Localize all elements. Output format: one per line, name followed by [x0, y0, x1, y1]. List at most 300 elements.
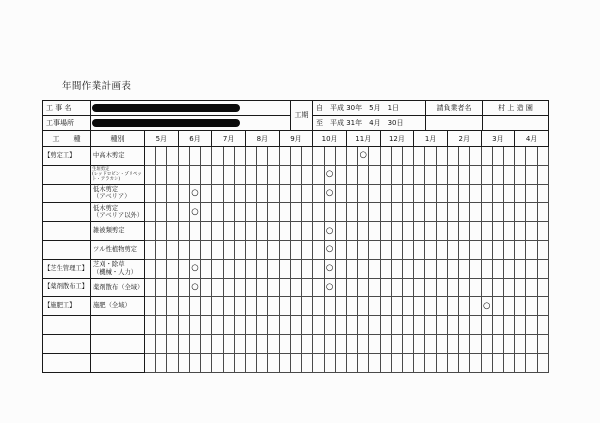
schedule-cell — [414, 353, 425, 372]
schedule-cell — [257, 297, 268, 316]
schedule-cell — [234, 297, 245, 316]
schedule-cell — [492, 203, 503, 222]
schedule-cell — [537, 297, 548, 316]
schedule-cell — [313, 259, 324, 278]
schedule-cell — [324, 259, 335, 278]
work-type-cell: 【薬剤散布工】 — [43, 278, 91, 297]
schedule-cell — [156, 165, 167, 184]
schedule-cell — [290, 259, 301, 278]
schedule-cell — [245, 203, 256, 222]
schedule-cell — [290, 334, 301, 353]
schedule-cell — [403, 147, 414, 166]
schedule-mark: ○ — [191, 206, 199, 217]
schedule-cell — [167, 259, 178, 278]
schedule-cell — [178, 147, 189, 166]
schedule-cell — [403, 316, 414, 335]
schedule-cell — [189, 240, 200, 259]
schedule-cell — [167, 240, 178, 259]
schedule-cell — [459, 184, 470, 203]
schedule-cell — [515, 203, 526, 222]
schedule-cell — [223, 165, 234, 184]
schedule-cell — [335, 278, 346, 297]
schedule-cell — [358, 278, 369, 297]
schedule-cell — [201, 297, 212, 316]
schedule-cell — [189, 165, 200, 184]
schedule-cell — [436, 222, 447, 241]
schedule-cell — [403, 165, 414, 184]
period-start: 自 平成 30年 5月 1日 — [313, 101, 426, 116]
schedule-cell — [414, 240, 425, 259]
table-row — [43, 147, 549, 166]
schedule-cell — [279, 316, 290, 335]
schedule-cell — [504, 316, 515, 335]
schedule-cell — [257, 184, 268, 203]
schedule-cell — [391, 240, 402, 259]
schedule-cell — [515, 184, 526, 203]
schedule-cell — [492, 240, 503, 259]
schedule-cell — [391, 203, 402, 222]
redaction-bar — [92, 119, 240, 127]
schedule-cell — [414, 222, 425, 241]
schedule-cell — [335, 222, 346, 241]
schedule-cell — [346, 259, 357, 278]
schedule-cell — [268, 334, 279, 353]
schedule-cell — [178, 222, 189, 241]
schedule-cell — [391, 297, 402, 316]
schedule-cell — [447, 353, 458, 372]
category-cell — [91, 353, 145, 372]
schedule-cell — [403, 334, 414, 353]
schedule-cell — [201, 203, 212, 222]
schedule-cell — [189, 297, 200, 316]
schedule-cell — [481, 165, 492, 184]
category-cell — [91, 334, 145, 353]
schedule-cell — [425, 184, 436, 203]
schedule-cell — [290, 147, 301, 166]
schedule-cell — [234, 240, 245, 259]
schedule-cell — [526, 278, 537, 297]
schedule-cell — [245, 147, 256, 166]
schedule-cell — [302, 316, 313, 335]
schedule-cell — [425, 278, 436, 297]
schedule-cell — [358, 334, 369, 353]
schedule-cell — [459, 316, 470, 335]
schedule-cell — [447, 259, 458, 278]
schedule-cell — [223, 184, 234, 203]
schedule-cell — [178, 334, 189, 353]
month-header: 5月 — [145, 131, 179, 147]
schedule-cell — [201, 184, 212, 203]
table-row — [43, 334, 549, 353]
schedule-cell — [223, 278, 234, 297]
schedule-cell — [459, 240, 470, 259]
schedule-cell — [492, 147, 503, 166]
schedule-cell — [436, 203, 447, 222]
schedule-cell — [156, 240, 167, 259]
contractor-name: 村 上 造 園 — [483, 101, 549, 116]
schedule-cell — [313, 334, 324, 353]
schedule-cell — [447, 203, 458, 222]
schedule-cell — [201, 240, 212, 259]
schedule-cell — [257, 222, 268, 241]
schedule-cell — [358, 353, 369, 372]
month-header: 1月 — [414, 131, 448, 147]
schedule-cell — [470, 353, 481, 372]
schedule-cell — [504, 240, 515, 259]
schedule-cell — [313, 222, 324, 241]
schedule-cell — [313, 240, 324, 259]
schedule-cell — [245, 222, 256, 241]
schedule-cell — [324, 147, 335, 166]
project-name-label: 工 事 名 — [43, 101, 91, 116]
schedule-cell — [447, 165, 458, 184]
schedule-cell — [526, 240, 537, 259]
schedule-cell — [414, 278, 425, 297]
schedule-cell — [201, 259, 212, 278]
schedule-cell — [212, 165, 223, 184]
schedule-cell — [189, 222, 200, 241]
schedule-cell — [335, 316, 346, 335]
table-row — [43, 259, 549, 278]
schedule-cell — [380, 184, 391, 203]
schedule-cell — [526, 184, 537, 203]
schedule-cell — [526, 334, 537, 353]
schedule-cell — [167, 334, 178, 353]
redaction-bar — [92, 104, 240, 112]
schedule-cell — [245, 240, 256, 259]
schedule-mark: ○ — [482, 300, 491, 311]
schedule-cell — [257, 259, 268, 278]
schedule-cell — [425, 147, 436, 166]
schedule-cell — [369, 297, 380, 316]
schedule-cell — [391, 184, 402, 203]
schedule-cell — [268, 203, 279, 222]
schedule-cell — [504, 353, 515, 372]
schedule-cell — [369, 316, 380, 335]
schedule-cell — [380, 297, 391, 316]
schedule-cell — [279, 184, 290, 203]
schedule-cell — [481, 316, 492, 335]
schedule-cell — [470, 203, 481, 222]
schedule-cell — [391, 259, 402, 278]
month-header: 2月 — [447, 131, 481, 147]
schedule-cell — [302, 222, 313, 241]
schedule-cell — [470, 297, 481, 316]
schedule-cell — [414, 147, 425, 166]
work-type-cell — [43, 184, 91, 203]
schedule-cell — [425, 297, 436, 316]
schedule-cell — [302, 165, 313, 184]
schedule-cell — [515, 353, 526, 372]
schedule-cell — [178, 353, 189, 372]
schedule-cell — [515, 240, 526, 259]
schedule-cell — [223, 259, 234, 278]
schedule-cell — [369, 240, 380, 259]
schedule-cell — [302, 184, 313, 203]
table-row — [43, 353, 549, 372]
schedule-cell — [470, 278, 481, 297]
table-row — [43, 278, 549, 297]
schedule-cell — [245, 165, 256, 184]
schedule-cell — [425, 240, 436, 259]
schedule-cell — [447, 297, 458, 316]
schedule-cell — [324, 353, 335, 372]
schedule-cell — [212, 334, 223, 353]
schedule-cell — [145, 353, 156, 372]
schedule-cell — [526, 353, 537, 372]
schedule-cell — [212, 203, 223, 222]
schedule-cell — [212, 184, 223, 203]
schedule-cell — [279, 259, 290, 278]
schedule-cell — [515, 316, 526, 335]
schedule-cell — [526, 222, 537, 241]
category-cell: 雑被類剪定 — [91, 222, 145, 241]
schedule-cell — [335, 184, 346, 203]
schedule-cell — [436, 278, 447, 297]
schedule-cell — [391, 316, 402, 335]
schedule-cell — [369, 203, 380, 222]
category-cell: 低木剪定 （アベリア以外） — [91, 203, 145, 222]
schedule-cell — [245, 353, 256, 372]
schedule-cell — [257, 147, 268, 166]
schedule-cell — [403, 297, 414, 316]
schedule-cell — [436, 297, 447, 316]
schedule-cell — [335, 353, 346, 372]
schedule-cell — [526, 203, 537, 222]
schedule-cell — [481, 147, 492, 166]
schedule-cell — [504, 184, 515, 203]
schedule-cell — [346, 165, 357, 184]
schedule-cell — [178, 203, 189, 222]
schedule-cell — [358, 316, 369, 335]
schedule-cell — [324, 165, 335, 184]
schedule-cell — [537, 240, 548, 259]
schedule-cell — [302, 278, 313, 297]
schedule-cell — [369, 259, 380, 278]
schedule-cell — [369, 278, 380, 297]
schedule-cell — [189, 259, 200, 278]
schedule-cell — [515, 259, 526, 278]
category-cell: ツル性植物剪定 — [91, 240, 145, 259]
schedule-cell — [447, 316, 458, 335]
schedule-cell — [447, 278, 458, 297]
schedule-cell — [358, 259, 369, 278]
schedule-cell — [212, 147, 223, 166]
schedule-cell — [223, 297, 234, 316]
document-title: 年間作業計画表 — [62, 81, 132, 92]
schedule-cell — [526, 316, 537, 335]
schedule-cell — [268, 259, 279, 278]
schedule-cell — [279, 147, 290, 166]
schedule-cell — [425, 334, 436, 353]
schedule-cell — [492, 278, 503, 297]
schedule-cell — [223, 316, 234, 335]
schedule-cell — [178, 259, 189, 278]
schedule-cell — [369, 334, 380, 353]
schedule-cell — [324, 278, 335, 297]
schedule-cell — [447, 184, 458, 203]
schedule-cell — [302, 353, 313, 372]
category-cell: 低木剪定 （アベリア） — [91, 184, 145, 203]
schedule-cell — [346, 240, 357, 259]
schedule-cell — [414, 259, 425, 278]
schedule-cell — [167, 297, 178, 316]
schedule-cell — [167, 184, 178, 203]
schedule-cell — [189, 147, 200, 166]
work-type-cell: 【芝生管理工】 — [43, 259, 91, 278]
schedule-cell — [302, 334, 313, 353]
schedule-cell — [268, 147, 279, 166]
category-header: 種別 — [91, 131, 145, 147]
schedule-cell — [459, 147, 470, 166]
month-header: 11月 — [346, 131, 380, 147]
schedule-cell — [447, 147, 458, 166]
schedule-cell — [167, 165, 178, 184]
schedule-cell — [526, 297, 537, 316]
schedule-cell — [313, 297, 324, 316]
schedule-cell — [156, 278, 167, 297]
schedule-cell — [425, 222, 436, 241]
schedule-cell — [492, 316, 503, 335]
schedule-cell — [178, 297, 189, 316]
schedule-cell — [403, 278, 414, 297]
schedule-cell — [436, 353, 447, 372]
construction-period-label: 工期 — [291, 101, 313, 131]
schedule-cell — [313, 278, 324, 297]
schedule-cell — [436, 240, 447, 259]
schedule-cell — [156, 222, 167, 241]
schedule-cell — [212, 297, 223, 316]
schedule-cell — [436, 334, 447, 353]
schedule-cell — [156, 184, 167, 203]
schedule-cell — [234, 353, 245, 372]
schedule-cell — [167, 278, 178, 297]
schedule-cell — [335, 165, 346, 184]
schedule-cell — [459, 297, 470, 316]
work-type-cell: 【施肥工】 — [43, 297, 91, 316]
schedule-cell — [302, 259, 313, 278]
schedule-cell — [335, 147, 346, 166]
empty-cell — [426, 116, 483, 131]
table-row — [43, 240, 549, 259]
schedule-cell — [268, 353, 279, 372]
schedule-cell — [156, 353, 167, 372]
schedule-cell — [167, 147, 178, 166]
month-header: 3月 — [481, 131, 515, 147]
schedule-cell — [346, 278, 357, 297]
schedule-cell — [335, 259, 346, 278]
schedule-cell — [481, 334, 492, 353]
schedule-cell — [212, 240, 223, 259]
schedule-cell — [391, 147, 402, 166]
schedule-cell — [234, 203, 245, 222]
schedule-cell — [380, 278, 391, 297]
schedule-cell — [145, 259, 156, 278]
schedule-cell — [257, 353, 268, 372]
schedule-cell — [145, 203, 156, 222]
schedule-cell — [526, 165, 537, 184]
schedule-cell — [279, 165, 290, 184]
schedule-cell — [234, 316, 245, 335]
schedule-cell — [279, 353, 290, 372]
schedule-cell — [212, 222, 223, 241]
schedule-mark: ○ — [325, 244, 334, 255]
schedule-cell — [346, 334, 357, 353]
work-type-cell — [43, 222, 91, 241]
schedule-cell — [358, 165, 369, 184]
work-type-cell — [43, 203, 91, 222]
work-type-cell — [43, 316, 91, 335]
table-row — [43, 184, 549, 203]
schedule-cell — [201, 353, 212, 372]
schedule-cell — [481, 278, 492, 297]
schedule-cell — [257, 203, 268, 222]
month-header: 6月 — [178, 131, 212, 147]
schedule-cell — [189, 316, 200, 335]
schedule-cell — [380, 259, 391, 278]
schedule-cell — [425, 203, 436, 222]
schedule-cell — [223, 147, 234, 166]
schedule-cell — [234, 222, 245, 241]
schedule-cell — [145, 222, 156, 241]
schedule-cell — [459, 259, 470, 278]
schedule-cell — [425, 316, 436, 335]
schedule-cell — [302, 203, 313, 222]
schedule-cell — [346, 353, 357, 372]
schedule-cell — [201, 147, 212, 166]
schedule-cell — [481, 259, 492, 278]
schedule-cell — [201, 222, 212, 241]
schedule-cell — [358, 222, 369, 241]
schedule-cell — [369, 222, 380, 241]
schedule-cell — [257, 165, 268, 184]
schedule-mark: ○ — [325, 225, 334, 236]
schedule-cell — [268, 316, 279, 335]
schedule-mark: ○ — [191, 263, 199, 274]
schedule-cell — [358, 184, 369, 203]
schedule-cell — [481, 297, 492, 316]
schedule-cell — [369, 184, 380, 203]
schedule-cell — [391, 334, 402, 353]
schedule-cell — [201, 334, 212, 353]
schedule-cell — [436, 165, 447, 184]
schedule-cell — [156, 259, 167, 278]
schedule-cell — [403, 259, 414, 278]
schedule-cell — [537, 353, 548, 372]
schedule-cell — [537, 147, 548, 166]
schedule-cell — [189, 334, 200, 353]
schedule-cell — [515, 222, 526, 241]
table-row — [43, 222, 549, 241]
work-type-cell: 【剪定工】 — [43, 147, 91, 166]
table-row — [43, 316, 549, 335]
schedule-cell — [459, 165, 470, 184]
schedule-cell — [324, 240, 335, 259]
schedule-cell — [290, 203, 301, 222]
schedule-cell — [515, 165, 526, 184]
schedule-cell — [313, 203, 324, 222]
schedule-mark: ○ — [359, 150, 367, 161]
schedule-cell — [324, 222, 335, 241]
schedule-cell — [470, 240, 481, 259]
schedule-cell — [369, 353, 380, 372]
project-site-value — [91, 116, 291, 131]
schedule-cell — [257, 278, 268, 297]
schedule-cell — [234, 278, 245, 297]
schedule-cell — [268, 165, 279, 184]
table-header-row — [43, 131, 549, 147]
project-site-label: 工事場所 — [43, 116, 91, 131]
